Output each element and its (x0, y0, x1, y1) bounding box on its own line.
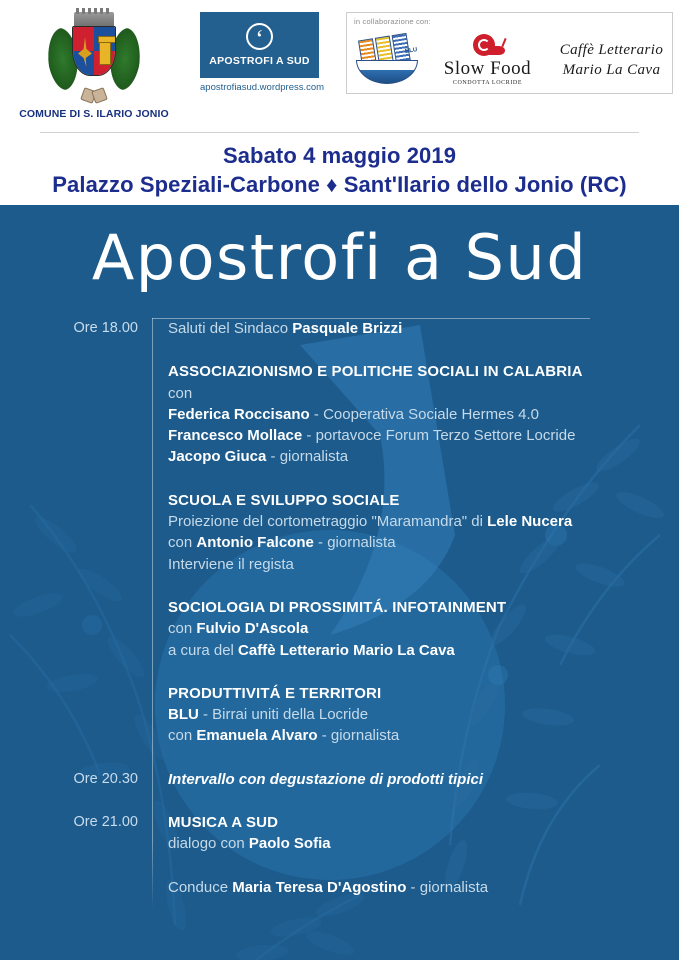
program-line (168, 318, 613, 339)
header-divider (40, 132, 639, 133)
program-content (152, 769, 613, 790)
event-date: Sabato 4 maggio 2019 (222, 143, 457, 168)
program-content (152, 318, 613, 747)
program-name: Jacopo Giuca (168, 448, 267, 466)
program-text: Conduce (168, 878, 233, 896)
program-time: Ore 20.30 (73, 770, 138, 787)
program-text: con (168, 727, 197, 745)
program-name: Antonio Falcone (196, 534, 314, 552)
program-text: Saluti del Sindaco (168, 320, 293, 337)
spacer (68, 747, 613, 769)
apostrofi-logo (200, 12, 330, 93)
program-name: Maria Teresa D'Agostino (232, 878, 407, 896)
spacer (168, 468, 613, 490)
program-rows (68, 318, 613, 898)
program-row (68, 769, 613, 790)
program-line (168, 725, 613, 746)
program-name: BLU (168, 706, 199, 724)
program-row (68, 812, 613, 898)
collaboration-label: in collaborazione con: (354, 17, 431, 26)
spacer (168, 855, 613, 877)
program-text: con (168, 534, 197, 552)
ribbon-icon (82, 89, 106, 101)
caffe-letterario-line1: Caffè Letterario (559, 41, 664, 58)
program-section-heading: SOCIOLOGIA DI PROSSIMITÁ. INFOTAINMENT (168, 598, 507, 616)
apostrofi-logo-name: APOSTROFI A SUD (209, 55, 310, 67)
program-line (168, 833, 613, 854)
coat-of-arms-icon (42, 12, 146, 104)
program-line (168, 704, 613, 725)
apostrophe-circle-icon: ‘ (246, 23, 273, 50)
blu-birrai-logo-icon (354, 34, 420, 86)
slow-food-name: Slow Food (443, 57, 532, 79)
collaboration-box (346, 12, 673, 94)
program-line (168, 532, 613, 553)
program-line (168, 446, 613, 467)
program-text: - Cooperativa Sociale Hermes 4.0 (309, 405, 540, 423)
program-text: - giornalista (266, 448, 349, 466)
spacer (68, 790, 613, 812)
program-text: - giornalista (317, 727, 400, 745)
crown-icon (74, 12, 114, 27)
program-content (152, 812, 613, 898)
program-name: Francesco Mollace (168, 427, 303, 445)
program-text: - portavoce Forum Terzo Settore Locride (302, 427, 576, 445)
event-venue: Palazzo Speziali-Carbone ♦ Sant'Ilario dello Jonio (RC) (52, 172, 627, 197)
program-text: - Birrai uniti della Locride (198, 706, 369, 724)
program-schedule (68, 318, 613, 898)
program-section-heading: MUSICA A SUD (168, 814, 279, 832)
shield-icon (72, 26, 116, 76)
program-line (168, 404, 613, 425)
program-text: a cura del (168, 641, 239, 659)
program-line (168, 618, 613, 639)
program-line (168, 554, 613, 575)
collaboration-logos (347, 27, 674, 93)
comune-caption: COMUNE DI S. ILARIO JONIO (19, 108, 169, 120)
spacer (168, 339, 613, 361)
program-name: Paolo Sofia (248, 835, 331, 853)
program-section-heading: SCUOLA E SVILUPPO SOCIALE (168, 491, 400, 509)
apostrofi-url[interactable]: apostrofiasud.wordpress.com (200, 82, 325, 93)
apostrofi-logo-box (200, 12, 319, 78)
program-name: Pasquale Brizzi (292, 320, 403, 337)
comune-logo (6, 12, 182, 120)
program-time: Ore 21.00 (73, 814, 138, 831)
program-name: Fulvio D'Ascola (196, 620, 309, 638)
caffe-letterario-logo (556, 40, 668, 81)
program-time: Ore 18.00 (73, 320, 138, 336)
program-line (168, 383, 613, 404)
logo-row (0, 12, 679, 124)
program-line (168, 640, 613, 661)
program-line (168, 511, 613, 532)
program-line (168, 877, 613, 898)
program-text: Interviene il regista (168, 555, 294, 573)
spacer (168, 661, 613, 683)
program-text: Proiezione del cortometraggio "Maramandra" di (168, 513, 488, 531)
program-line (168, 425, 613, 446)
program-name: Federica Roccisano (168, 405, 310, 423)
page-title: Apostrofi a Sud (91, 221, 588, 294)
program-text: dialogo con (168, 835, 249, 853)
poster-header (0, 0, 679, 205)
spacer (168, 575, 613, 597)
program-note: Intervallo con degustazione di prodotti tipici (168, 770, 484, 788)
slow-food-subtitle: CONDOTTA LOCRIDE (452, 80, 523, 87)
program-text: con (168, 384, 193, 402)
poster-body (0, 205, 679, 960)
program-text: - giornalista (313, 534, 396, 552)
program-text: con (168, 620, 197, 638)
program-row (68, 318, 613, 747)
program-name: Emanuela Alvaro (196, 727, 318, 745)
program-section-heading: ASSOCIAZIONISMO E POLITICHE SOCIALI IN CALABRIA (168, 363, 583, 381)
caffe-letterario-line2: Mario La Cava (562, 62, 661, 78)
slow-food-logo (433, 34, 543, 87)
program-name: Caffè Letterario Mario La Cava (238, 641, 455, 659)
snail-icon (471, 34, 505, 58)
blu-logo-label: BLU (404, 47, 418, 55)
program-section-heading: PRODUTTIVITÁ E TERRITORI (168, 684, 382, 702)
program-name: Lele Nucera (487, 513, 573, 531)
program-text: - giornalista (406, 878, 489, 896)
